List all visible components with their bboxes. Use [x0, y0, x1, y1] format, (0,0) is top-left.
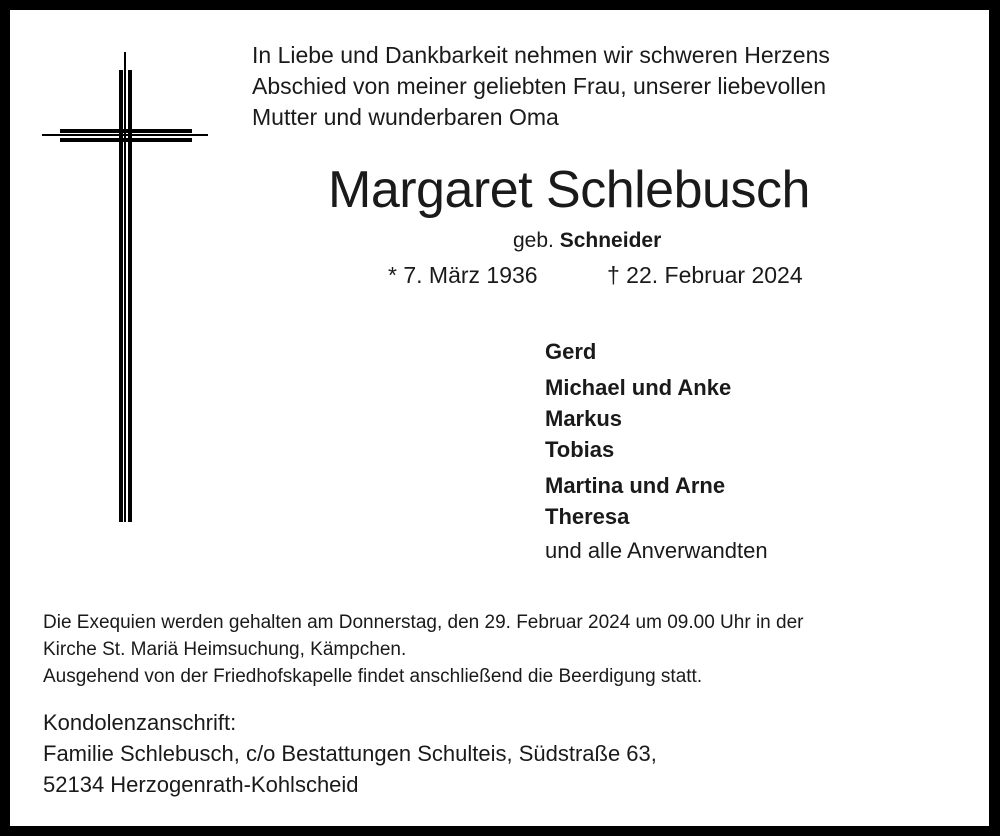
family-group	[545, 336, 731, 367]
intro-line: Mutter und wunderbaren Oma	[252, 104, 559, 130]
relatives-text: und alle Anverwandten	[545, 538, 768, 563]
family-member: Markus	[545, 406, 623, 431]
service-line: Kirche St. Mariä Heimsuchung, Kämpchen.	[43, 639, 407, 660]
family-member: Gerd	[545, 339, 597, 364]
family-group	[545, 372, 731, 465]
obituary-card	[10, 10, 989, 826]
service-line: Die Exequien werden gehalten am Donnerstag, den 29. Februar 2024 um 09.00 Uhr in der	[43, 612, 804, 633]
maiden-prefix: geb.	[513, 229, 554, 252]
service-info	[43, 609, 803, 690]
intro-text	[252, 40, 830, 133]
condolence-line: Familie Schlebusch, c/o Bestattungen Schulteis, Südstraße 63,	[43, 741, 657, 766]
family-list	[545, 336, 731, 537]
family-member: Michael und Anke	[545, 375, 732, 400]
condolence-address	[43, 707, 657, 800]
death-date: † 22. Februar 2024	[607, 262, 803, 288]
deceased-name: Margaret Schlebusch	[328, 161, 810, 219]
condolence-heading: Kondolenzanschrift:	[43, 710, 237, 735]
birth-date: * 7. März 1936	[388, 262, 538, 288]
family-member: Martina und Arne	[545, 473, 726, 498]
condolence-line: 52134 Herzogenrath-Kohlscheid	[43, 772, 359, 797]
family-member: Tobias	[545, 437, 615, 462]
family-group	[545, 470, 731, 532]
service-line: Ausgehend von der Friedhofskapelle findet anschließend die Beerdigung statt.	[43, 666, 703, 687]
intro-line: Abschied von meiner geliebten Frau, unserer liebevollen	[252, 73, 827, 99]
maiden-name-line	[513, 229, 661, 253]
intro-line: In Liebe und Dankbarkeit nehmen wir schweren Herzens	[252, 42, 830, 68]
latin-cross-icon	[40, 50, 210, 525]
family-member: Theresa	[545, 504, 630, 529]
maiden-name: Schneider	[559, 229, 662, 252]
